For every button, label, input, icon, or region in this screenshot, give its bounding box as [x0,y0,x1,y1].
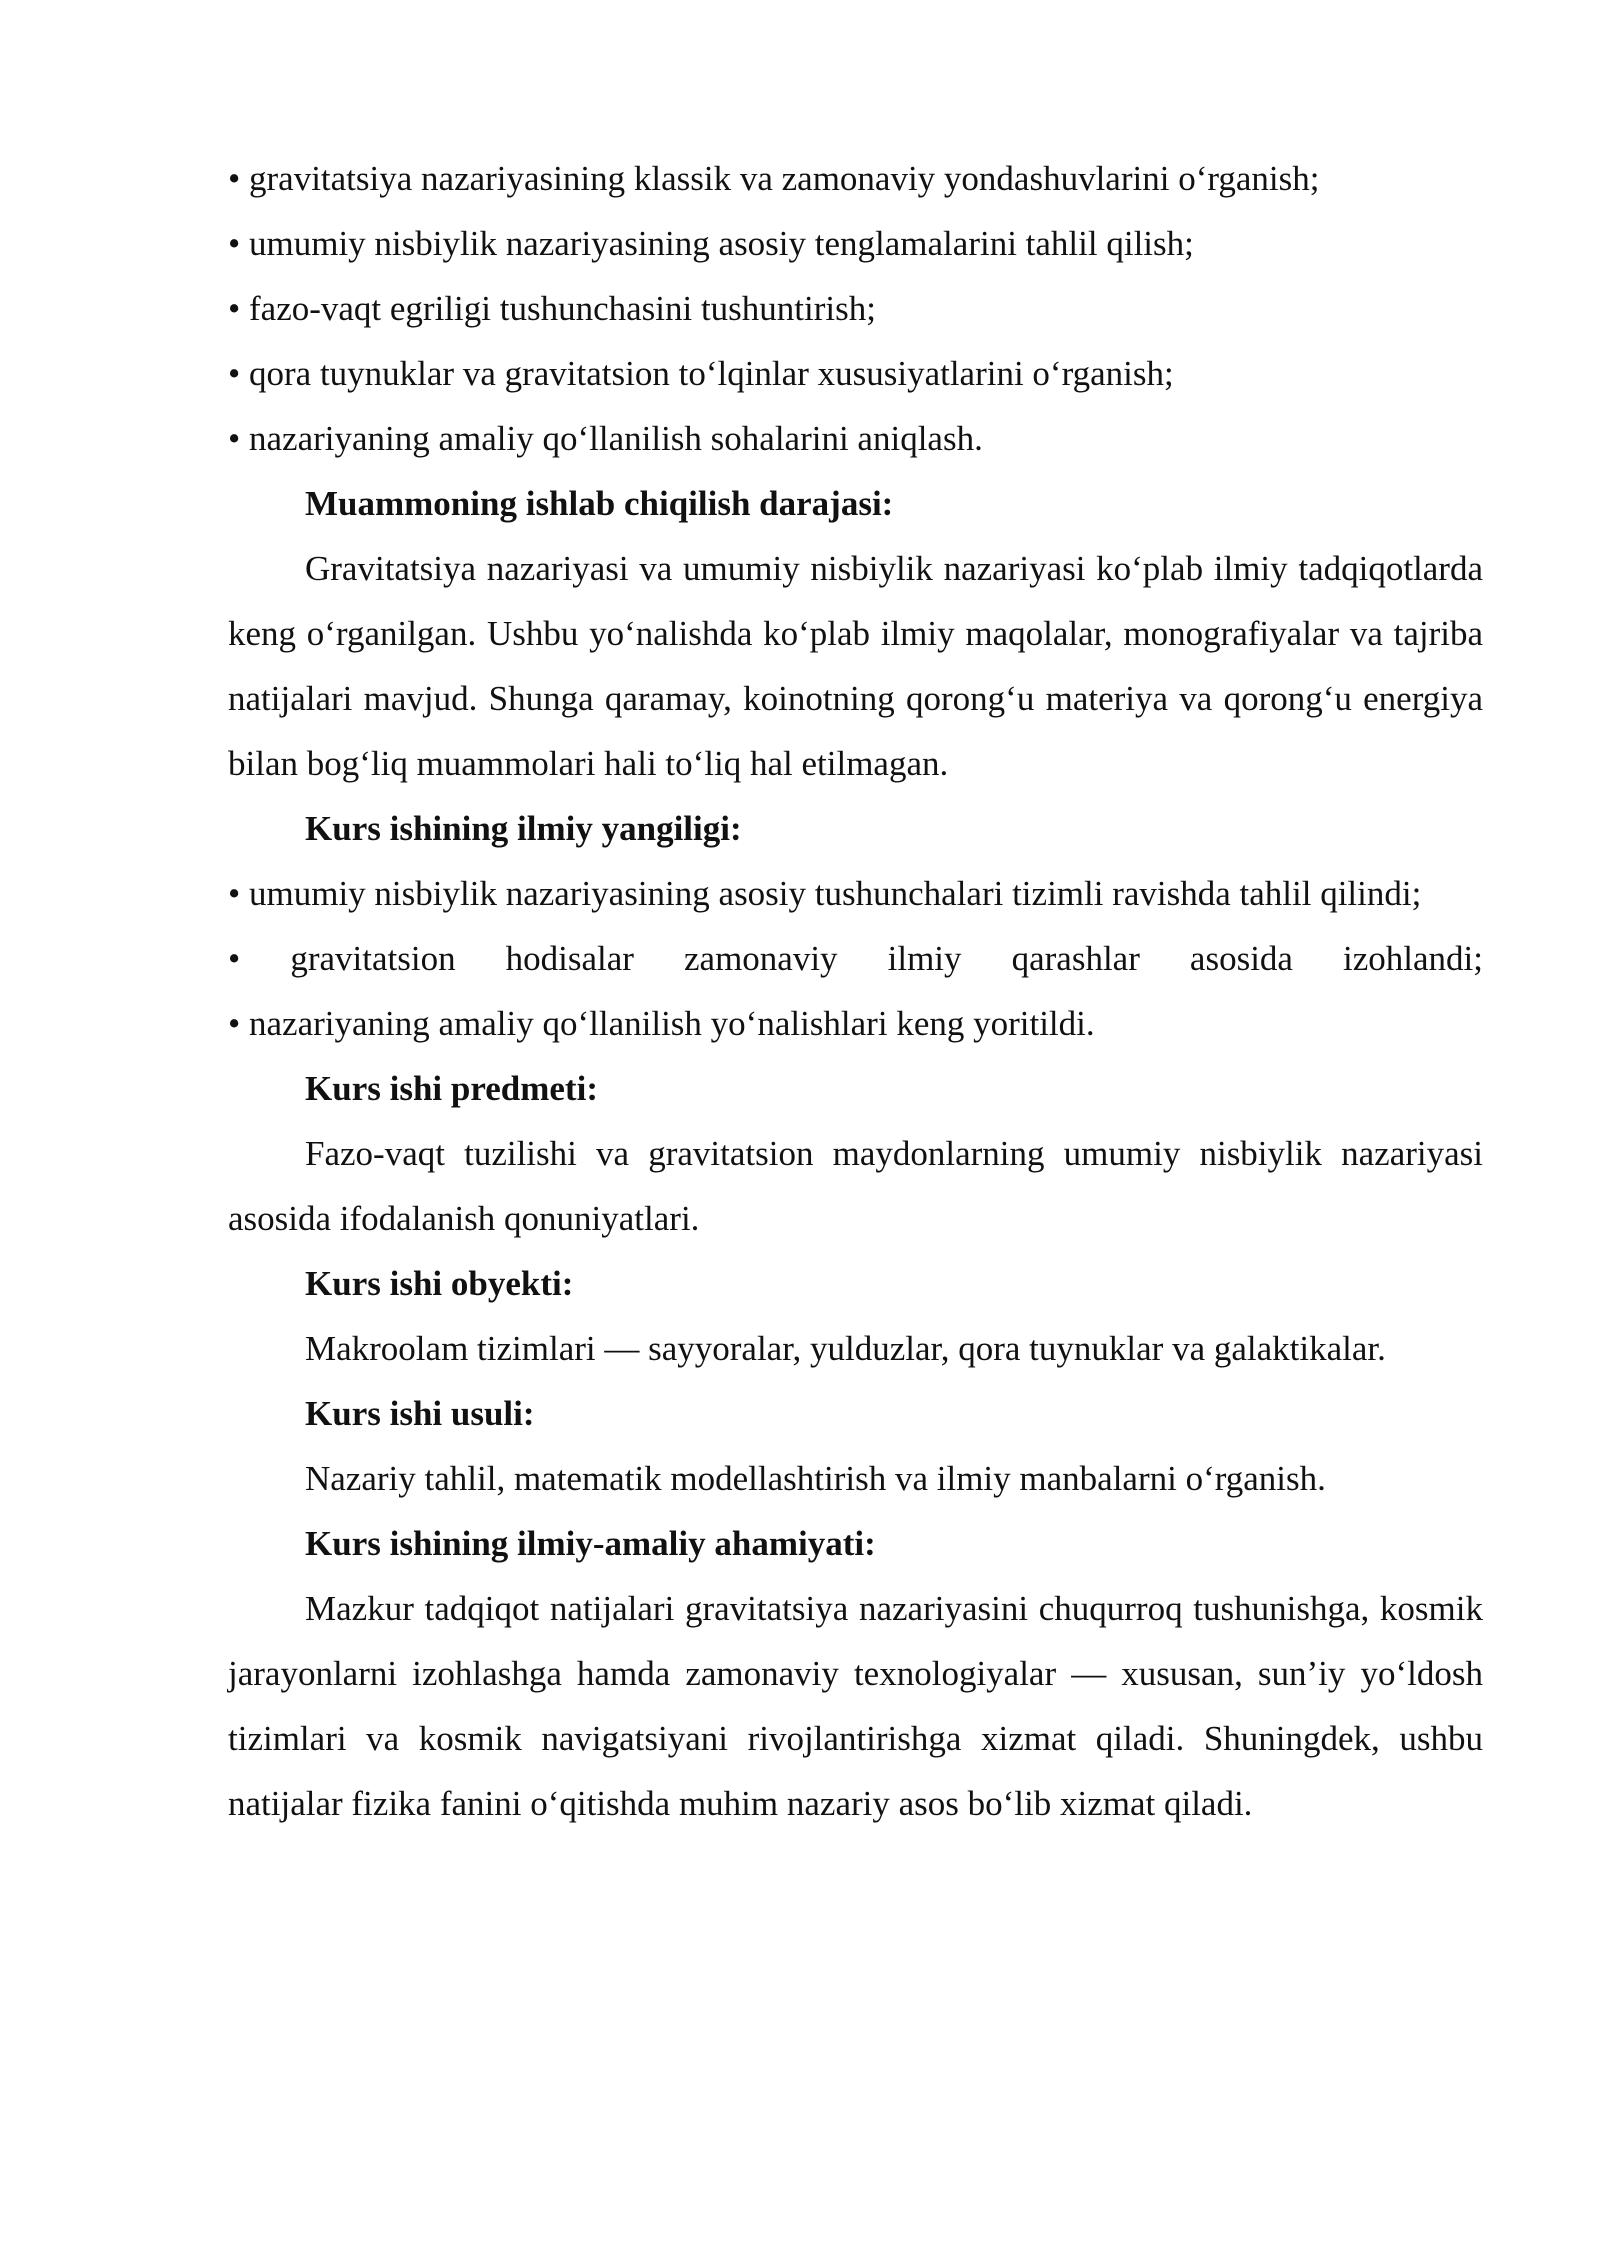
list-item: • fazo-vaqt egriligi tushunchasini tushuntirish; [228,289,876,328]
list-item: • umumiy nisbiylik nazariyasining asosiy tushunchalari tizimli ravishda tahlil qilindi; [228,874,1422,913]
section-heading-problem: Muammoning ishlab chiqilish darajasi: [305,484,894,523]
section-text-problem: Gravitatsiya nazariyasi va umumiy nisbiylik nazariyasi ko‘plab ilmiy tadqiqotlarda keng o‘rganilgan. Ushbu yo‘nalishda ko‘plab ilmiy maqolalar, monografiyalar va tajriba natijalari mavjud. Shunga qaramay, koinotning qorong‘u materiya va qorong‘u energiya bilan bog‘liq muammolari hali to‘liq hal etilmagan. [228,549,1483,783]
list-item: • nazariyaning amaliy qo‘llanilish yo‘nalishlari keng yoritildi. [228,1004,1095,1043]
section-heading-method: Kurs ishi usuli: [305,1394,535,1433]
list-item: • gravitatsion hodisalar zamonaviy ilmiy qarashlar asosida izohlandi; [228,939,1483,978]
list-item: • qora tuynuklar va gravitatsion to‘lqinlar xususiyatlarini o‘rganish; [228,354,1174,393]
list-item: • umumiy nisbiylik nazariyasining asosiy tenglamalarini tahlil qilish; [228,224,1194,263]
list-item: • nazariyaning amaliy qo‘llanilish sohalarini aniqlash. [228,419,983,458]
list-item: • gravitatsiya nazariyasining klassik va zamonaviy yondashuvlarini o‘rganish; [228,159,1320,198]
section-heading-object: Kurs ishi obyekti: [305,1264,574,1303]
document-page [228,146,1483,1836]
novelty-bullet-list [228,861,1483,1056]
section-text-subject: Fazo-vaqt tuzilishi va gravitatsion maydonlarning umumiy nisbiylik nazariyasi asosida ifodalanish qonuniyatlari. [228,1134,1483,1238]
section-text-method: Nazariy tahlil, matematik modellashtirish va ilmiy manbalarni o‘rganish. [305,1459,1326,1498]
section-heading-subject: Kurs ishi predmeti: [305,1069,598,1108]
section-heading-novelty: Kurs ishining ilmiy yangiligi: [305,809,742,848]
section-text-significance: Mazkur tadqiqot natijalari gravitatsiya nazariyasini chuqurroq tushunishga, kosmik jarayonlarni izohlashga hamda zamonaviy texnologiyalar — xususan, sun’iy yo‘ldosh tizimlari va kosmik navigatsiyani rivojlantirishga xizmat qiladi. Shuningdek, ushbu natijalar fizika fanini o‘qitishda muhim nazariy asos bo‘lib xizmat qiladi. [228,1589,1483,1823]
intro-bullet-list [228,146,1483,471]
section-heading-significance: Kurs ishining ilmiy-amaliy ahamiyati: [305,1524,876,1563]
section-text-object: Makroolam tizimlari — sayyoralar, yulduzlar, qora tuynuklar va galaktikalar. [305,1329,1386,1368]
